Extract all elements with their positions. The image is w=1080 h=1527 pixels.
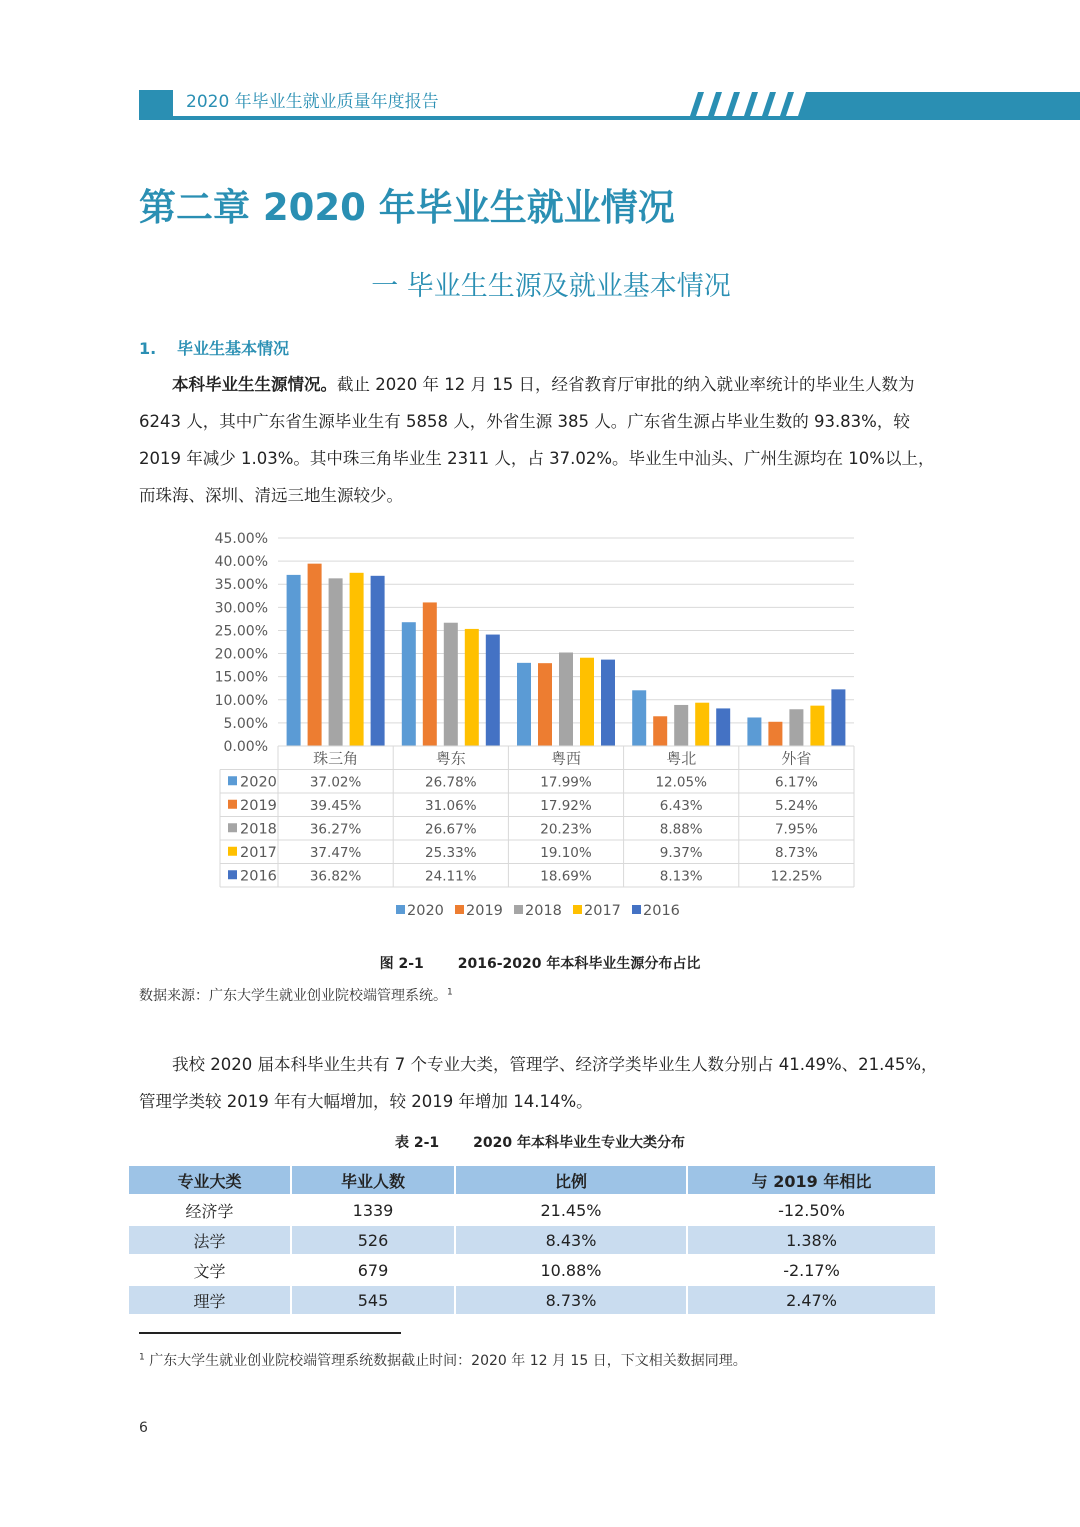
subsection-number: 1. — [139, 339, 157, 358]
y-tick-label: 5.00% — [223, 715, 268, 732]
table-cell: 法学 — [129, 1225, 291, 1255]
bar-2019 — [768, 722, 782, 746]
y-tick-label: 10.00% — [214, 692, 268, 709]
data-label: 12.05% — [655, 774, 707, 791]
table-cell: 526 — [291, 1225, 455, 1255]
data-label: 7.95% — [774, 821, 818, 838]
legend-label: 2016 — [643, 903, 680, 919]
table-number: 表 2-1 — [394, 1135, 440, 1151]
bar-2019 — [423, 602, 437, 746]
legend-swatch-2017 — [573, 905, 582, 914]
table-caption — [0, 1132, 1080, 1152]
category-label: 粤西 — [550, 749, 582, 768]
header-stripes-decoration — [680, 92, 1080, 116]
table-header-cell: 与 2019 年相比 — [687, 1166, 935, 1195]
table-cell: 2.47% — [687, 1285, 935, 1314]
table-cell: 21.45% — [455, 1195, 687, 1225]
table-series-name: 2019 — [240, 797, 277, 814]
data-label: 17.92% — [540, 797, 592, 814]
paragraph-student-source — [139, 366, 939, 514]
bar-2018 — [559, 652, 573, 746]
bar-2018 — [444, 623, 458, 746]
legend-swatch-2019 — [455, 905, 464, 914]
table-row — [129, 1195, 935, 1225]
bar-2020 — [287, 575, 301, 746]
table-cell: -12.50% — [687, 1195, 935, 1225]
subsection-title: 毕业生基本情况 — [177, 339, 290, 358]
y-tick-label: 45.00% — [214, 531, 268, 547]
category-label: 外省 — [781, 749, 812, 768]
figure-caption — [0, 953, 1080, 973]
table-row — [129, 1225, 935, 1255]
table-series-name: 2017 — [240, 844, 277, 861]
source-distribution-chart — [200, 520, 880, 940]
data-label: 25.33% — [425, 844, 477, 861]
bar-2017 — [465, 629, 479, 746]
chapter-title: 第二章 2020 年毕业生就业情况 — [139, 186, 675, 229]
legend-label: 2018 — [525, 903, 562, 919]
data-label: 37.47% — [309, 844, 362, 861]
legend-label: 2019 — [466, 903, 503, 919]
table-series-name: 2020 — [240, 774, 277, 791]
y-tick-label: 35.00% — [214, 577, 268, 594]
y-tick-label: 30.00% — [214, 600, 268, 617]
table-header-cell: 专业大类 — [129, 1166, 291, 1195]
data-label: 12.25% — [770, 868, 823, 885]
figure-number: 图 2-1 — [379, 956, 424, 972]
major-distribution-table — [129, 1166, 935, 1314]
source-note — [139, 985, 453, 1005]
page-number: 6 — [139, 1420, 148, 1436]
table-series-name: 2016 — [240, 868, 277, 885]
data-label: 6.43% — [659, 797, 703, 814]
table-row — [129, 1255, 935, 1285]
table-cell: 文学 — [129, 1255, 291, 1285]
header-title: 2020 年毕业生就业质量年度报告 — [186, 92, 439, 112]
bar-2016 — [371, 576, 385, 746]
bar-2017 — [580, 658, 594, 746]
data-label: 36.82% — [309, 868, 362, 885]
table-series-name: 2018 — [240, 821, 277, 838]
legend-swatch-2020 — [396, 905, 405, 914]
y-tick-label: 0.00% — [223, 739, 268, 755]
bar-2019 — [653, 716, 667, 746]
section-title: 一 毕业生生源及就业基本情况 — [371, 271, 731, 302]
data-label: 5.24% — [774, 797, 818, 814]
legend-key-2020 — [228, 776, 237, 785]
bar-2019 — [308, 564, 322, 746]
table-cell: 10.88% — [455, 1255, 687, 1285]
figure-title: 2016-2020 年本科毕业生源分布占比 — [457, 956, 701, 972]
data-label: 36.27% — [309, 821, 362, 838]
table-title: 2020 年本科毕业生专业大类分布 — [473, 1135, 685, 1151]
bar-2020 — [632, 690, 646, 746]
data-label: 6.17% — [774, 774, 818, 791]
data-label: 26.67% — [425, 821, 477, 838]
bar-2017 — [695, 703, 709, 746]
legend-swatch-2018 — [514, 905, 523, 914]
data-label: 8.13% — [659, 868, 703, 885]
category-label: 粤东 — [435, 749, 466, 768]
bar-2017 — [810, 706, 824, 746]
subsection-heading — [139, 337, 289, 361]
bar-2018 — [329, 578, 343, 746]
table-header-cell: 比例 — [455, 1166, 687, 1195]
legend-key-2018 — [228, 823, 237, 832]
data-label: 37.02% — [309, 774, 362, 791]
data-label: 19.10% — [540, 844, 592, 861]
paragraph-lead: 本科毕业生生源情况。 — [172, 375, 337, 394]
bar-2016 — [831, 689, 845, 746]
bar-2020 — [402, 622, 416, 746]
footnote-marker: 1 — [139, 1352, 145, 1363]
legend-key-2016 — [228, 870, 237, 879]
table-row — [129, 1285, 935, 1314]
table-cell: 545 — [291, 1285, 455, 1314]
data-label: 8.88% — [659, 821, 703, 838]
data-label: 20.23% — [540, 821, 592, 838]
footnote-ref: 1 — [447, 987, 453, 998]
y-tick-label: 25.00% — [214, 623, 268, 640]
paragraph-body: 截止 2020 年 12 月 15 日，经省教育厅审批的纳入就业率统计的毕业生人数为 6243 人，其中广东省生源毕业生有 5858 人，外省生源 385 人。广东省生源占毕业生数的 93.83%，较 2019 年减少 1.03%。其中珠三角毕业生 2311 人，占 37.02%。毕业生中汕头、广州生源均在 10%以上，而珠海、深圳、清远三地生源较少。 — [139, 375, 935, 505]
y-tick-label: 15.00% — [214, 669, 268, 686]
table-cell: 理学 — [129, 1285, 291, 1314]
data-label: 24.11% — [425, 868, 477, 885]
bar-2016 — [716, 708, 730, 746]
bar-2019 — [538, 663, 552, 746]
bar-2020 — [517, 663, 531, 746]
table-cell: -2.17% — [687, 1255, 935, 1285]
table-cell: 1339 — [291, 1195, 455, 1225]
table-cell: 8.73% — [455, 1285, 687, 1314]
table-header-cell: 毕业人数 — [291, 1166, 455, 1195]
paragraph-majors: 我校 2020 届本科毕业生共有 7 个专业大类，管理学、经济学类毕业生人数分别占 41.49%、21.45%，管理学类较 2019 年有大幅增加，较 2019 年增加 14.14%。 — [139, 1055, 938, 1111]
header-rule — [173, 116, 1080, 120]
table-cell: 679 — [291, 1255, 455, 1285]
table-cell: 8.43% — [455, 1225, 687, 1255]
bar-2017 — [350, 573, 364, 746]
table-cell: 经济学 — [129, 1195, 291, 1225]
legend-swatch-2016 — [632, 905, 641, 914]
legend-label: 2017 — [584, 903, 621, 919]
table-cell: 1.38% — [687, 1225, 935, 1255]
footnote — [139, 1350, 747, 1370]
y-tick-label: 40.00% — [214, 554, 268, 571]
table-header-row — [129, 1166, 935, 1195]
footnote-text: 广东大学生就业创业院校端管理系统数据截止时间：2020 年 12 月 15 日，下文相关数据同理。 — [149, 1353, 747, 1369]
category-label: 珠三角 — [313, 749, 359, 768]
bar-2018 — [674, 705, 688, 746]
data-label: 39.45% — [309, 797, 362, 814]
source-note-text: 数据来源：广东大学生就业创业院校端管理系统。 — [139, 988, 447, 1004]
header-accent-block — [139, 90, 173, 120]
bar-2020 — [747, 717, 761, 746]
bar-2018 — [789, 709, 803, 746]
y-tick-label: 20.00% — [214, 646, 268, 663]
bar-2016 — [486, 635, 500, 746]
data-label: 17.99% — [540, 774, 592, 791]
data-label: 18.69% — [540, 868, 592, 885]
legend-key-2019 — [228, 800, 237, 809]
bar-2016 — [601, 660, 615, 746]
data-label: 9.37% — [659, 844, 703, 861]
category-label: 粤北 — [666, 749, 697, 768]
footnote-rule — [139, 1332, 401, 1334]
legend-label: 2020 — [407, 903, 444, 919]
data-label: 8.73% — [774, 844, 818, 861]
legend-key-2017 — [228, 847, 237, 856]
data-label: 26.78% — [425, 774, 477, 791]
data-label: 31.06% — [425, 797, 477, 814]
